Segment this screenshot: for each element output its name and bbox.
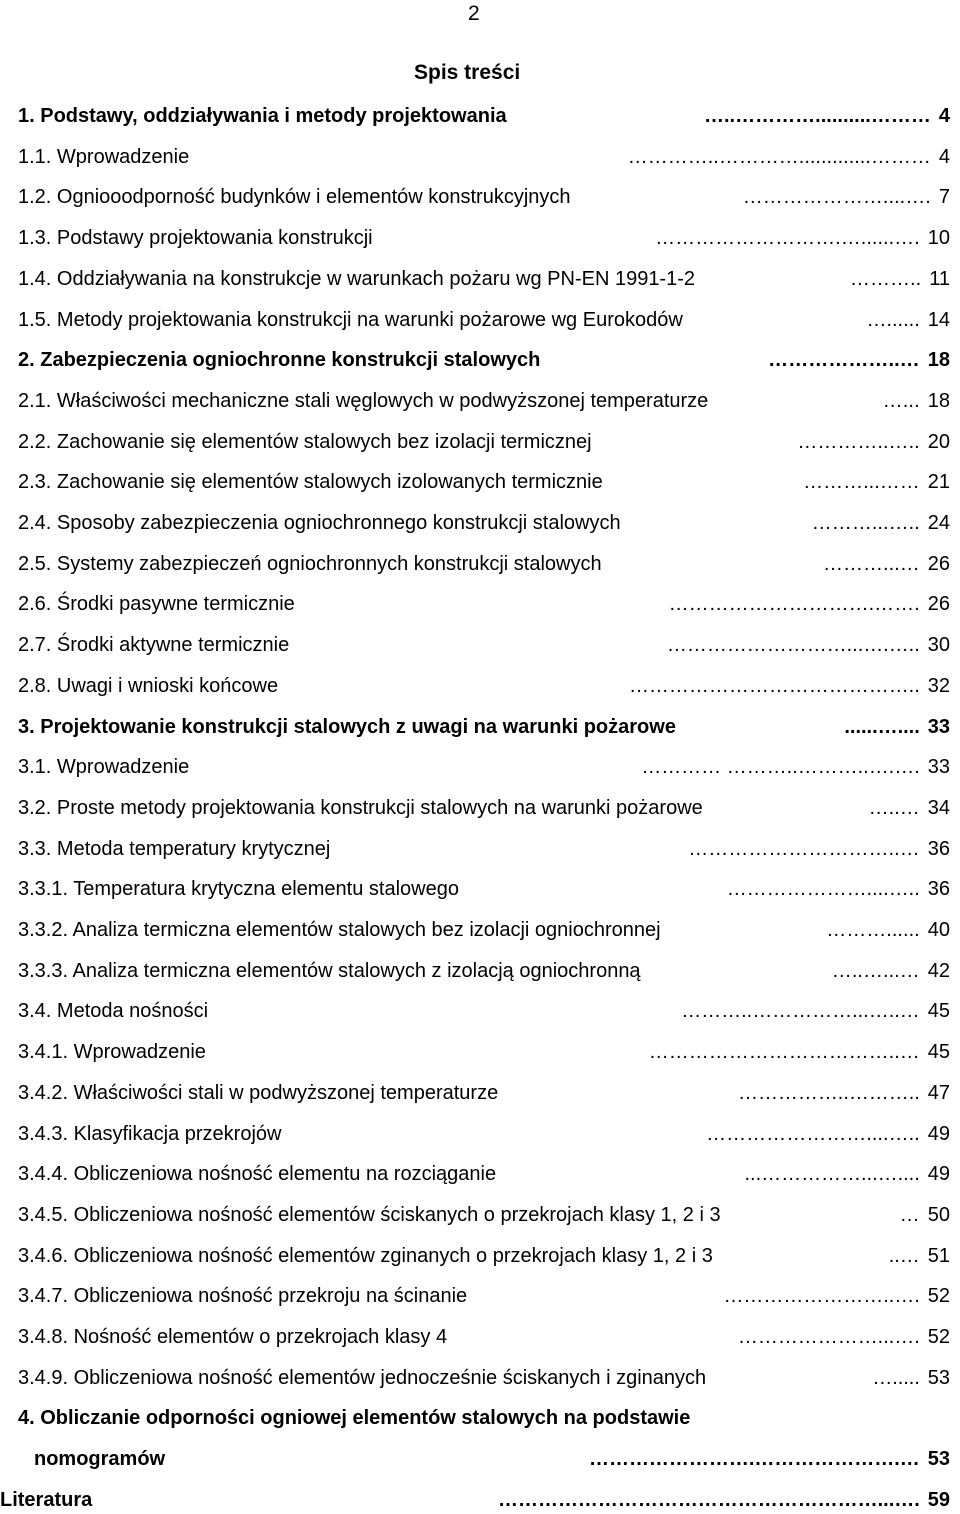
toc-entry-title: 1.3. Podstawy projektowania konstrukcji <box>18 227 373 249</box>
toc-entry[interactable] <box>0 1364 960 1392</box>
toc-entry-leader: ………...… <box>822 553 920 575</box>
toc-entry[interactable] <box>0 631 960 659</box>
toc-entry[interactable] <box>0 753 960 781</box>
toc-entry-leader: …..… <box>868 797 920 819</box>
toc-entry-page: 49 <box>927 1123 950 1145</box>
toc-entry-page: 36 <box>927 878 950 900</box>
toc-entry-page: 4 <box>938 146 950 168</box>
toc-entry-page: 45 <box>927 1000 950 1022</box>
toc-entry[interactable] <box>0 468 960 496</box>
toc-entry-page: 36 <box>927 838 950 860</box>
toc-entry-page: 53 <box>927 1367 950 1389</box>
toc-entry-leader: ……………………….…......…. <box>655 227 920 249</box>
toc-entry-title: 3.3. Metoda temperatury krytycznej <box>18 838 331 860</box>
toc-entry[interactable] <box>0 1038 960 1066</box>
toc-entry-leader: ………………..… <box>768 349 920 371</box>
toc-entry[interactable] <box>0 102 960 130</box>
toc-entry[interactable] <box>0 143 960 171</box>
toc-entry[interactable] <box>0 1079 960 1107</box>
toc-entry-title: Literatura <box>0 1489 93 1511</box>
toc-entry-leader: ………...…… <box>803 471 920 493</box>
toc-entry[interactable] <box>0 387 960 415</box>
toc-entry-title: 3. Projektowanie konstrukcji stalowych z uwagi na warunki pożarowe <box>18 716 676 738</box>
toc-entry-leader: …...... <box>866 309 920 331</box>
toc-entry[interactable] <box>0 1201 960 1229</box>
toc-entry[interactable] <box>0 1486 960 1514</box>
toc-entry[interactable] <box>0 306 960 334</box>
toc-entry-leader: …………………....….. <box>726 878 920 900</box>
toc-entry-page: 11 <box>929 268 950 290</box>
toc-entry-page: 51 <box>927 1245 950 1267</box>
toc-entry-page: 49 <box>927 1163 950 1185</box>
toc-entry[interactable] <box>0 1242 960 1270</box>
toc-entry-page: 10 <box>927 227 950 249</box>
toc-entry-page: 47 <box>927 1082 950 1104</box>
toc-entry-page: 34 <box>927 797 950 819</box>
toc-entry[interactable] <box>0 428 960 456</box>
toc-entry-page: 20 <box>927 431 950 453</box>
toc-entry-page: 50 <box>927 1204 950 1226</box>
toc-entry-page: 14 <box>927 309 950 331</box>
toc-entry-page: 4 <box>938 105 950 127</box>
toc-entry-title: 3.4.8. Nośność elementów o przekrojach klasy 4 <box>18 1326 448 1348</box>
toc-entry[interactable] <box>0 590 960 618</box>
toc-entry-title: 1.4. Oddziaływania na konstrukcje w warunkach pożaru wg PN-EN 1991-1-2 <box>18 268 696 290</box>
toc-entry-page: 30 <box>927 634 950 656</box>
toc-entry[interactable] <box>0 1323 960 1351</box>
toc-entry-title: 4. Obliczanie odporności ogniowej elementów stalowych na podstawie <box>18 1407 691 1429</box>
toc-entry[interactable] <box>0 183 960 211</box>
toc-entry[interactable] <box>0 1404 960 1432</box>
toc-entry[interactable] <box>0 875 960 903</box>
toc-entry-title: 2.6. Środki pasywne termicznie <box>18 593 295 615</box>
toc-entry-title: 3.3.2. Analiza termiczna elementów stalowych bez izolacji ogniochronnej <box>18 919 661 941</box>
toc-entry-title: 1. Podstawy, oddziaływania i metody projektowania <box>18 105 507 127</box>
toc-entry-title: 3.4.4. Obliczeniowa nośność elementu na rozciąganie <box>18 1163 497 1185</box>
toc-entry-page: 52 <box>927 1326 950 1348</box>
toc-entry-page: 45 <box>927 1041 950 1063</box>
toc-entry-title: 3.4.9. Obliczeniowa nośność elementów jednocześnie ściskanych i zginanych <box>18 1367 707 1389</box>
toc-entry-page: 59 <box>927 1489 950 1511</box>
toc-entry[interactable] <box>0 997 960 1025</box>
toc-entry[interactable] <box>0 265 960 293</box>
toc-entry-title: 3.4.5. Obliczeniowa nośność elementów ściskanych o przekrojach klasy 1, 2 i 3 <box>18 1204 721 1226</box>
toc-entry-title: 2.2. Zachowanie się elementów stalowych bez izolacji termicznej <box>18 431 592 453</box>
toc-entry-leader: ...……………...….... <box>744 1163 920 1185</box>
toc-entry-leader: …………………….………………….… <box>588 1448 920 1470</box>
toc-entry[interactable] <box>0 1120 960 1148</box>
toc-entry[interactable] <box>0 509 960 537</box>
toc-entry-leader: …..…………..........……… <box>703 105 931 127</box>
toc-entry-leader: ……………………..…. <box>723 1285 920 1307</box>
toc-entry-title: 2.3. Zachowanie się elementów stalowych izolowanych termicznie <box>18 471 603 493</box>
toc-entry-leader: …………..….. <box>797 431 920 453</box>
toc-entry-leader: ……………………....….. <box>706 1123 920 1145</box>
toc-entry-title: 3.4. Metoda nośności <box>18 1000 209 1022</box>
toc-entry-leader: ………...... <box>826 919 920 941</box>
toc-entry-page: 33 <box>927 716 950 738</box>
toc-entry[interactable] <box>0 957 960 985</box>
toc-entry-title: 1.2. Ogniooodporność budynków i elementów konstrukcyjnych <box>18 186 571 208</box>
toc-entry-title: 3.4.3. Klasyfikacja przekrojów <box>18 1123 282 1145</box>
toc-entry-title: nomogramów <box>34 1448 166 1470</box>
toc-entry-leader: ......….... <box>844 716 920 738</box>
toc-entry-title: 3.3.1. Temperatura krytyczna elementu stalowego <box>18 878 459 900</box>
toc-entry-page: 24 <box>927 512 950 534</box>
toc-entry-leader: ………………………………..… <box>648 1041 920 1063</box>
page-number: 2 <box>468 2 480 25</box>
toc-entry-leader: …..…...… <box>831 960 920 982</box>
toc-entry-leader: ………...….. <box>811 512 920 534</box>
toc-entry-page: 40 <box>927 919 950 941</box>
toc-entry-page: 52 <box>927 1285 950 1307</box>
toc-entry-title: 3.4.7. Obliczeniowa nośność przekroju na ścinanie <box>18 1285 468 1307</box>
toc-entry[interactable] <box>0 794 960 822</box>
toc-entry-page: 26 <box>927 553 950 575</box>
toc-entry-leader: …..... <box>872 1367 920 1389</box>
toc-entry-leader: ……….. <box>849 268 922 290</box>
toc-entry-leader: …………………………..… <box>688 838 920 860</box>
toc-entry-title: 2.5. Systemy zabezpieczeń ogniochronnych konstrukcji stalowych <box>18 553 602 575</box>
toc-entry-page: 42 <box>927 960 950 982</box>
toc-entry-title: 3.4.6. Obliczeniowa nośność elementów zginanych o przekrojach klasy 1, 2 i 3 <box>18 1245 713 1267</box>
toc-entry[interactable] <box>0 672 960 700</box>
toc-entry-title: 3.1. Wprowadzenie <box>18 756 190 778</box>
toc-entry-title: 2.8. Uwagi i wnioski końcowe <box>18 675 279 697</box>
toc-entry-page: 26 <box>927 593 950 615</box>
toc-entry[interactable] <box>0 1445 960 1473</box>
toc-entry-leader: …………………………………….. <box>628 675 920 697</box>
toc-entry[interactable] <box>0 835 960 863</box>
toc-title: Spis treści <box>414 61 521 84</box>
toc-entry-leader: …………..………….............……… <box>627 146 931 168</box>
toc-entry-page: 21 <box>927 471 950 493</box>
toc-entry[interactable] <box>0 346 960 374</box>
toc-entry-leader: ………………………….……. <box>668 593 920 615</box>
toc-entry-page: 18 <box>927 390 950 412</box>
toc-entry-leader: …………………………………………………...…. <box>498 1489 920 1511</box>
toc-entry-title: 3.4.2. Właściwości stali w podwyższonej temperaturze <box>18 1082 499 1104</box>
toc-entry-title: 2.1. Właściwości mechaniczne stali węglowych w podwyższonej temperaturze <box>18 390 709 412</box>
toc-entry-leader: …... <box>882 390 920 412</box>
toc-entry-title: 2.7. Środki aktywne termicznie <box>18 634 290 656</box>
toc-entry-title: 3.4.1. Wprowadzenie <box>18 1041 206 1063</box>
toc-entry-title: 1.1. Wprowadzenie <box>18 146 190 168</box>
toc-entry-page: 32 <box>927 675 950 697</box>
toc-entry-title: 3.2. Proste metody projektowania konstrukcji stalowych na warunki pożarowe <box>18 797 703 819</box>
toc-entry-leader: ………… ………..………..….…. <box>641 756 920 778</box>
toc-entry[interactable] <box>0 916 960 944</box>
toc-entry[interactable] <box>0 713 960 741</box>
toc-entry[interactable] <box>0 1160 960 1188</box>
toc-entry-title: 2. Zabezpieczenia ogniochronne konstrukcji stalowych <box>18 349 541 371</box>
toc-entry-page: 33 <box>927 756 950 778</box>
toc-entry[interactable] <box>0 1282 960 1310</box>
toc-entry-leader: ………………………...….….. <box>666 634 920 656</box>
toc-entry-leader: …………………....…. <box>742 186 931 208</box>
toc-entry-title: 1.5. Metody projektowania konstrukcji na warunki pożarowe wg Eurokodów <box>18 309 683 331</box>
toc-entry-title: 3.3.3. Analiza termiczna elementów stalowych z izolacją ogniochronną <box>18 960 641 982</box>
toc-entry-leader: ..… <box>888 1245 920 1267</box>
toc-entry-leader: ………..……………...…..… <box>681 1000 920 1022</box>
toc-entry-title: 2.4. Sposoby zabezpieczenia ogniochronnego konstrukcji stalowych <box>18 512 621 534</box>
toc-entry-page: 7 <box>938 186 950 208</box>
toc-entry-leader: …………………...…. <box>737 1326 920 1348</box>
toc-entry-leader: ……………..……….. <box>738 1082 920 1104</box>
toc-entry-leader: … <box>899 1204 920 1226</box>
toc-entry-page: 18 <box>927 349 950 371</box>
toc-entry[interactable] <box>0 550 960 578</box>
toc-entry-page: 53 <box>927 1448 950 1470</box>
toc-entry[interactable] <box>0 224 960 252</box>
